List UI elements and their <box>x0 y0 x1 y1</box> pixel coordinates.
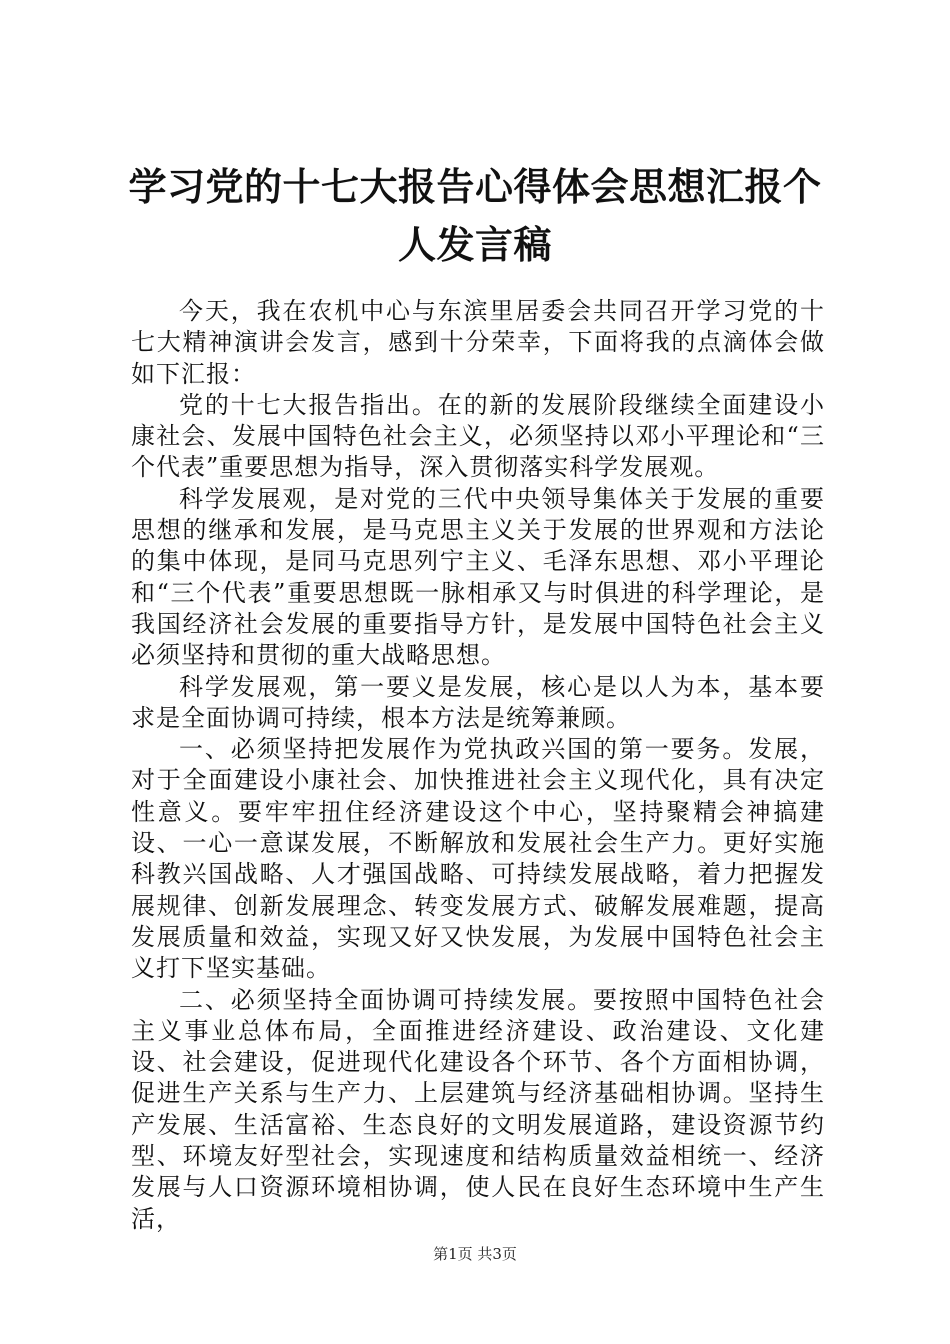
paragraph: 一、必须坚持把发展作为党执政兴国的第一要务。发展，对于全面建设小康社会、加快推进社会主义现代化，具有决定性意义。要牢牢扭住经济建设这个中心，坚持聚精会神搞建设、一心一意谋发展，不断解放和发展社会生产力。更好实施科教兴国战略、人才强国战略、可持续发展战略，着力把握发展规律、创新发展理念、转变发展方式、破解发展难题，提高发展质量和效益，实现又好又快发展，为发展中国特色社会主义打下坚实基础。 <box>131 735 825 983</box>
paragraph: 二、必须坚持全面协调可持续发展。要按照中国特色社会主义事业总体布局，全面推进经济建设、政治建设、文化建设、社会建设，促进现代化建设各个环节、各个方面相协调，促进生产关系与生产力、上层建筑与经济基础相协调。坚持生产发展、生活富裕、生态良好的文明发展道路，建设资源节约型、环境友好型社会，实现速度和结构质量效益相统一、经济发展与人口资源环境相协调，使人民在良好生态环境中生产生活， <box>131 985 825 1233</box>
paragraph: 今天，我在农机中心与东滨里居委会共同召开学习党的十七大精神演讲会发言，感到十分荣幸，下面将我的点滴体会做如下汇报： <box>131 297 825 388</box>
paragraph: 科学发展观，第一要义是发展，核心是以人为本，基本要求是全面协调可持续，根本方法是统筹兼顾。 <box>131 672 825 732</box>
document-body <box>131 296 825 1235</box>
document-title: 学习党的十七大报告心得体会思想汇报个人发言稿 <box>128 164 822 267</box>
page-footer: 第1页 共3页 <box>433 1245 517 1263</box>
paragraph: 科学发展观，是对党的三代中央领导集体关于发展的重要思想的继承和发展，是马克思主义关于发展的世界观和方法论的集中体现，是同马克思列宁主义、毛泽东思想、邓小平理论和“三个代表”重要思想既一脉相承又与时俱进的科学理论，是我国经济社会发展的重要指导方针，是发展中国特色社会主义必须坚持和贯彻的重大战略思想。 <box>131 484 825 670</box>
paragraph: 党的十七大报告指出。在的新的发展阶段继续全面建设小康社会、发展中国特色社会主义，必须坚持以邓小平理论和“三个代表”重要思想为指导，深入贯彻落实科学发展观。 <box>131 390 825 482</box>
